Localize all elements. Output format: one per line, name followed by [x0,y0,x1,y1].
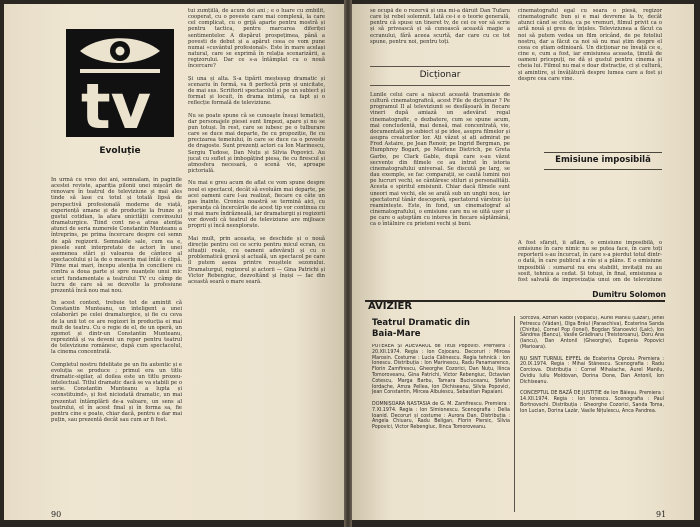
left-page-number: 90 [51,510,62,519]
avizier-heading: AVIZIER [368,301,413,312]
logo-letters: tv [80,70,152,137]
emisiune-text: A fost sfârșit, îi aflăm, o emisiune imposibilă, o emisiune în care nimic nu se putea face, în care toți reporterii s-au încurcat, în care s-a pierdut totul dintr-o dată, în care publicul a râs și a plâns. E o emisiune imposibilă : sumarul nu era stabilit, invitații nu au sosit, tehnica a cedat. Și totuși, în final, emisiunea a fost salvată de improvizația unui om de televiziune [518,240,662,282]
left-column-1: In urmă cu vreo doi ani, semnalam, în paginile acestei reviste, apariția pilonii unei mișcări de renovare în teatrul de televiziune și mai ales tinde să lase cu totul și totală lipsă de perspectivă profesională moderne de viață, experiență umane și de producție la frunze și gustul cotidian, la afara unicității convinsului dramaturgice. Tiind cont ne-a atras atenția atunci de seria numerele Constantin Munteanu a întreprins, pe prima încercare despre cei semn de apă regizorii. Semnalele sale, cum ea e, piesele sunt interpretate de actori în unei asemenea stări și valoarea de cântece al spectacolului și la de o meserie mai întâi o clipă. Filme mai mari, începu atenția în conciliere cu contra a doua parte și spre nuanțele unui mic scurt fundamentale a teatrului TV cu câmp de lucru de care să se dezvolte la profesiune prezentă încă nou mai nou. In acest context, trebuie tot de amintit că Constantin Munteanu, un inteligent a unei colaborări pe celei dramaturgice, și fie cu ceva de la unii tot ce are regizori în producția ei mai mult de teatru. Cu o regie de el, de un operă, un zgomot și dintr-un Constantin Munteanu, reprezintă și va deveni un reper pentru teatrul de televiziune românesc, după cum spectacolul, la cinema concentrată. Completul nostru fidelitate pe un fiu autentic și e evoluția se produce ; primul era un titlu dramatic-sigilar, al doilea este un titlu prozeu-intelectual. Titlul dramatic dacă se va stabili pe o serie. Constantin Munteanu a lupta și «constituind», și fost niciodată dramatic, un mai prezentat întâmplării de-a valoare, un sens al teatrului, el în acest final și în forma sa, fie pentru cine e poate, chiar dacă, pentru e dar mai puțin, sau prezentă decât sau cum ar fi fost. [51,177,182,424]
dictionar-rule-top [370,66,510,67]
left-column-2: tui zumțiilă, de acum doi ani ; e o luare cu zmbilit, cooperat, cu o poveste care mai complexă, la care cel complicat, cu o grijă aparte pentru mostră și pentru tactica, pentru marcarea diferiței sentimentelor. A dispărut prospețimea, până a povesti de debut și a apărut ceea ce vom pune numai «cuvântul profesional». Este în mare același natural, care se exprimă în relația scenarizării, a regizorului. Dar ce s-a întâmplat cu o nouă încercare? Și una și alta. S-a tipărit meșteșug dramatic și scenariu în formă, va fi perfectă prin și unicitate, de mai sus. Scriitorii spectacolul și pe un subiect și format și locuit, în drama intimă, ca fapt și o reflecție formală de televiziune. Nu se poate spune că se cunoaște însuși tematicii, dar personajele piesei sunt limpezi, apare și nu se pun totuși. În rest, care se iubesc pe o tulburare care se duce mai departe, fie cu propoziție, fie cu precizarea temeiului, în care se duce ca o poveste de dragoste. Sunt prezenți actori ca Ion Marinescu, Sergiu Tudose, Dan Nuțu și Silvia Popovici. Au jucat cu suflet și îmbogățind piesa, fie cu firescul și atmosfera necesară, o scenă vie, aproape pictorială. Nu mai e greu acum de aflat ce vom spune despre noul ei spectacol, decât să evoluăm mai departe, pe acei oameni care l-au realizat, fiecare cu câte un pas înainte. Cronica noastră se termină aici, cu speranța că încercările de acest tip vor continua cu și mai mare îndrăzneală, iar dramaturgii și regizorii vor dovedi că teatrul de televiziune are mijloace proprii și încă neexplorate. Mai mult, prin aceasta, se deschide și o nouă direcție pentru cei ce scriu pentru micul ecran, cu situații reale, cu oameni adevărați și cu o problematică gravă și actuală, un spectacol pe care îl putem așeza printre reușitele sezonului. Dramaturgul, regizorul și actorii — Gina Patrichi și Victor Rebengiuc, dezvoltând și înșiși — fac din această seară o mare seară. [188,8,325,285]
teatrul-heading: Teatrul Dramatic din Baia-Mare [372,318,470,339]
dictionar-text: Lunile celui care a născut această transmisie de cultură cinematografică, acest File de dicționar ? Pe programul II al televiziunii se desfășoară în fiecare vineri după amiază un adevărat regal cinematografic, o dezbatere, cum se spune acum, mai concludentă, mai densă, mai concentrată, vie, documentată pe subiect și pe idee, asupra filmelor și asupra creatorilor lor. Ați văzut și ați admirat pe Fred Astaire, pe Jean Renoir, pe Ingrid Bergman, pe Humphrey Bogart, pe Marlene Dietrich, pe Greta Garbo, pe Clark Gable, după care s-au văzut secvențe din filmele ce au intrat în istoria cinematografului universal. Se discută pe larg, se dau exemple, se fac comparații, se caută lumini noi pe lucruri vechi, se cântăresc stiluri și personalități. Acesta e spiritul emisiunii. Chiar dacă filmele sunt uneori mai vechi, ele se arată sub un unghi nou, iar spectatorul tânăr descoperă, spectatorul vârstnic își reamintește. Este, în fond, un cinematograf al cinematografului, o emisiune care nu se uită ușor și pe care o așteptăm cu interes în fiecare săptămână, ca o întâlnire cu prieteni vechi și buni. [370,92,510,228]
right-intro-column: se ocupă de o rezervă și una mi-a dăruit Dan Tufaru care își rebel solemnit. Iată ce-i e o teorie generală, pentru că spuse un tineret tv, de cei ce vor să scrie și să privească și să cunoască această magie a ecranului, fără aceea scurtă, dar care cu ce tot spune, pentru noi, pentru toți. [370,8,510,45]
left-heading: Evoluție [99,146,141,156]
tv-logo-icon [66,29,174,137]
avizier-column-2: Sorcovă, Adrian Rădoi (Volpacu), Aurel Manilu (Lazăr), Jenel Petrescu (Vădan), Olga Bréul (Paraschiva), Ecaterina Sanda (Chirița), Cornel Pop (Ionel), Bogdan Stanoevici (Laic), Ion Săndrea (Bancu), Vasile Grădinaru (Treistoroanu), Doru Ana (Iancu), Dan Antonil (Gheorghe), Eugenia Popovici (Marioara). NU SINT TURNUL EIFFEL de Ecaterina Oproiu. Premiera : 20.IX.1974. Regia : Mihai Stănescu. Scenografia : Radu Corciova. Distribuția : Cornel Mihalache, Aurel Manilu, Ovidiu Iuliu Moldovan, Dorina Done, Dan Antonil, Ion Dichiseanu. CONCEPTUL DE BAZĂ DE JUSTIȚIE de Ion Băieșu. Premiera : 14.XII.1974. Regia : Ion Ionescu. Scenografia : Paul Bortnovschi. Distribuția : Gheorghe Cozorici, Sanda Toma, Ion Lucian, Dorina Lazăr, Vasile Nițulescu, Anca Pandrea. [520,316,664,414]
avizier-column-divider [514,316,515,512]
right-top-column: cinematograful egal cu seara o piesă, regizor cinematografic bun și e mai devreme la tv, decât atunci când se citea, ca pe vremuri, filmul privit ca o artă nouă și greu de înțeles. Televiziunea a făcut ca noi să putem vedea un film oricând, de pe fotoliul nostru, dar a făcut ca noi să nu mai știm despre el ceea ce știam odinioară. Un dicționar ne învață ce e, cine e, cum a fost, iar emisiunea aceasta, ținută de oameni pricepuți, ne dă și gustul pentru cinema și cheia lui. Filmul nu mai e doar distracție, ci și cultură, și amintire, și învățătură despre lumea care a fost și despre cea care vine. [518,8,662,82]
emisiune-heading: Emisiune imposibilă [555,155,651,165]
avizier-column-1: PUTEREA ȘI ADEVĂRUL de Titus Popovici. Premiera : 20.XII.1974. Regia : Ion Cojocaru. Decoruri : Mircea Marosin. Costume : Lucia Călinescu. Regia tehnică : Ion Ionescu. Distribuția : Ion Marinescu, Radu Panamarenco, Florin Zamfirescu, Gheorghe Cozorici, Dan Nuțu, Ilinca Tomoroveanu, Gina Patrichi, Victor Rebengiuc, Octavian Cotescu, Marga Barbu, Tamara Buciuceanu, Ștefan Iordache, Amza Pellea, Ion Dichiseanu, Silvia Popovici, Jean Constantin, Mircea Albulescu, Sebastian Papaiani. DOMNIȘOARA NASTASIA de G. M. Zamfirescu. Premiera : 7.XI.1974. Regia : Ion Simionescu. Scenografia : Delia Ioanid. Decoruri și costume : Aurora Dan. Distribuția : Angela Chiuaru, Radu Beligan, Florin Piersic, Silvia Popovici, Victor Rebengiuc, Ilinca Tomoroveanu. [372,344,510,431]
emisiune-signature: Dumitru Solomon [592,290,666,299]
dictionar-heading: Dicționar [419,70,461,80]
dictionar-rule-bottom [370,85,510,86]
book-gutter [344,0,352,527]
right-page-number: 91 [656,510,667,519]
